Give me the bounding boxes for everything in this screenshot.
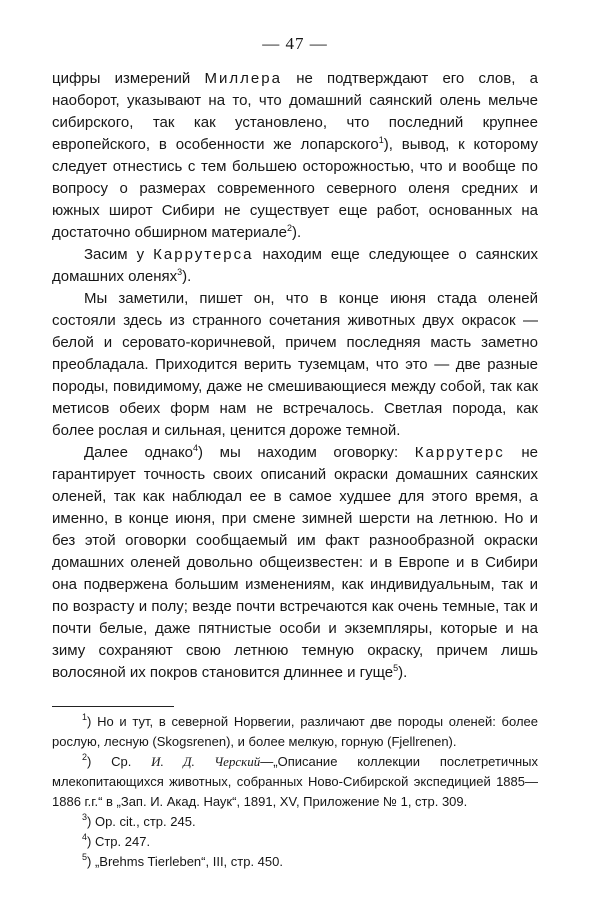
footnote-ref-5: 5 xyxy=(393,663,399,673)
text-run: не подтверждают его слов, а наоборот, указывают на то, что домашний саянский олень мельче сибирского, так как установлено, что последний крупнее европейского, в особенности же лопарского xyxy=(52,70,538,153)
footnote-text: ) Ср. xyxy=(87,754,152,769)
footnote-mark: 1 xyxy=(82,712,88,722)
footnote-2 xyxy=(52,752,538,812)
footnote-ref-1: 1 xyxy=(378,135,384,145)
footnote-mark: 2 xyxy=(82,752,88,762)
text-run: цифры измерений xyxy=(52,70,205,87)
footnote-mark: 4 xyxy=(82,832,88,842)
footnote-ref-2: 2 xyxy=(286,223,292,233)
text-run: находим еще следующее о саянских домашних оленях xyxy=(52,246,538,285)
footnote-divider xyxy=(52,706,174,707)
text-run: Засим у xyxy=(84,246,154,263)
text-run: Мы заметили, пишет он, что в конце июня стада оленей состояли здесь из странного сочетания животных двух окрасок — белой и серовато-коричневой, причем последняя масть заметно преобладала. Приходится верить туземцам, что это — две разные породы, повидимому, даже не смешивающиеся между собой, так как метисов обеих форм нам не встречалось. Светлая порода, как более рослая и сильная, ценится дороже темной. xyxy=(52,290,538,439)
footnote-text: ) „Brehms Tierleben“, III, стр. 450. xyxy=(87,854,283,869)
paragraph-2 xyxy=(52,244,538,288)
footnote-ref-3: 3 xyxy=(177,267,183,277)
paragraph-1 xyxy=(52,68,538,244)
author-name-carruthers: Каррутерс xyxy=(414,444,505,461)
text-run: ) мы находим оговорку: xyxy=(198,444,415,461)
footnotes xyxy=(52,712,538,872)
footnote-5 xyxy=(52,852,538,872)
text-run: ). xyxy=(398,664,408,681)
text-run: не гарантирует точность своих описаний окраски домашних саянских оленей, так как наблюдал ее в самое худшее для этого время, а именно, в конце июня, при смене зимней шерсти на летнюю. Но и без этой оговорки сообщаемый им факт разнообразной окраски домашних оленей довольно общеизвестен: и в Европе и в Сибири она подвержена большим изменениям, как индивидуальным, так и по возрасту и полу; везде почти встречаются как очень темные, так и почти белые, даже пятнистые особи и экземпляры, которые и на зиму сохраняют свою летнюю темную окраску, причем лишь волосяной их покров становится длиннее и гуще xyxy=(52,444,538,681)
paragraph-4 xyxy=(52,442,538,684)
footnote-author: И. Д. Черский xyxy=(151,754,261,769)
main-text xyxy=(52,68,538,684)
footnote-text: ) Но и тут, в северной Норвегии, различают две породы оленей: более рослую, лесную (Skogsrenen), и более мелкую, горную (Fjellrenen). xyxy=(52,714,538,749)
footnote-ref-4: 4 xyxy=(193,443,199,453)
page-number: — 47 — xyxy=(262,34,328,53)
text-run: Далее однако xyxy=(84,444,194,461)
text-run: ). xyxy=(182,268,192,285)
book-page xyxy=(52,0,538,923)
footnote-1 xyxy=(52,712,538,752)
author-name-carruthers: Каррутерса xyxy=(153,246,254,263)
author-name-miller: Миллера xyxy=(204,70,282,87)
footnote-text: ) Стр. 247. xyxy=(87,834,151,849)
footnote-text: ) Op. cit., стр. 245. xyxy=(87,814,196,829)
footnote-text: —„Описание коллекции послетретичных млекопитающихся животных, собранных Ново-Сибирской экспедицией 1885—1886 г.г.“ в „Зап. И. Акад. Наук“, 1891, XV, Приложение № 1, стр. 309. xyxy=(52,754,538,809)
text-run: ), вывод, к которому следует отнестись с тем большею осторожностью, что и вообще по вопросу о размерах современного северного оленя средних и южных широт Сибири не существует еще работ, основанных на достаточно обширном материале xyxy=(52,136,538,241)
footnote-3 xyxy=(52,812,538,832)
paragraph-3 xyxy=(52,288,538,442)
footnote-4 xyxy=(52,832,538,852)
footnote-mark: 5 xyxy=(82,852,88,862)
text-run: ). xyxy=(291,224,302,241)
footnote-mark: 3 xyxy=(82,812,88,822)
